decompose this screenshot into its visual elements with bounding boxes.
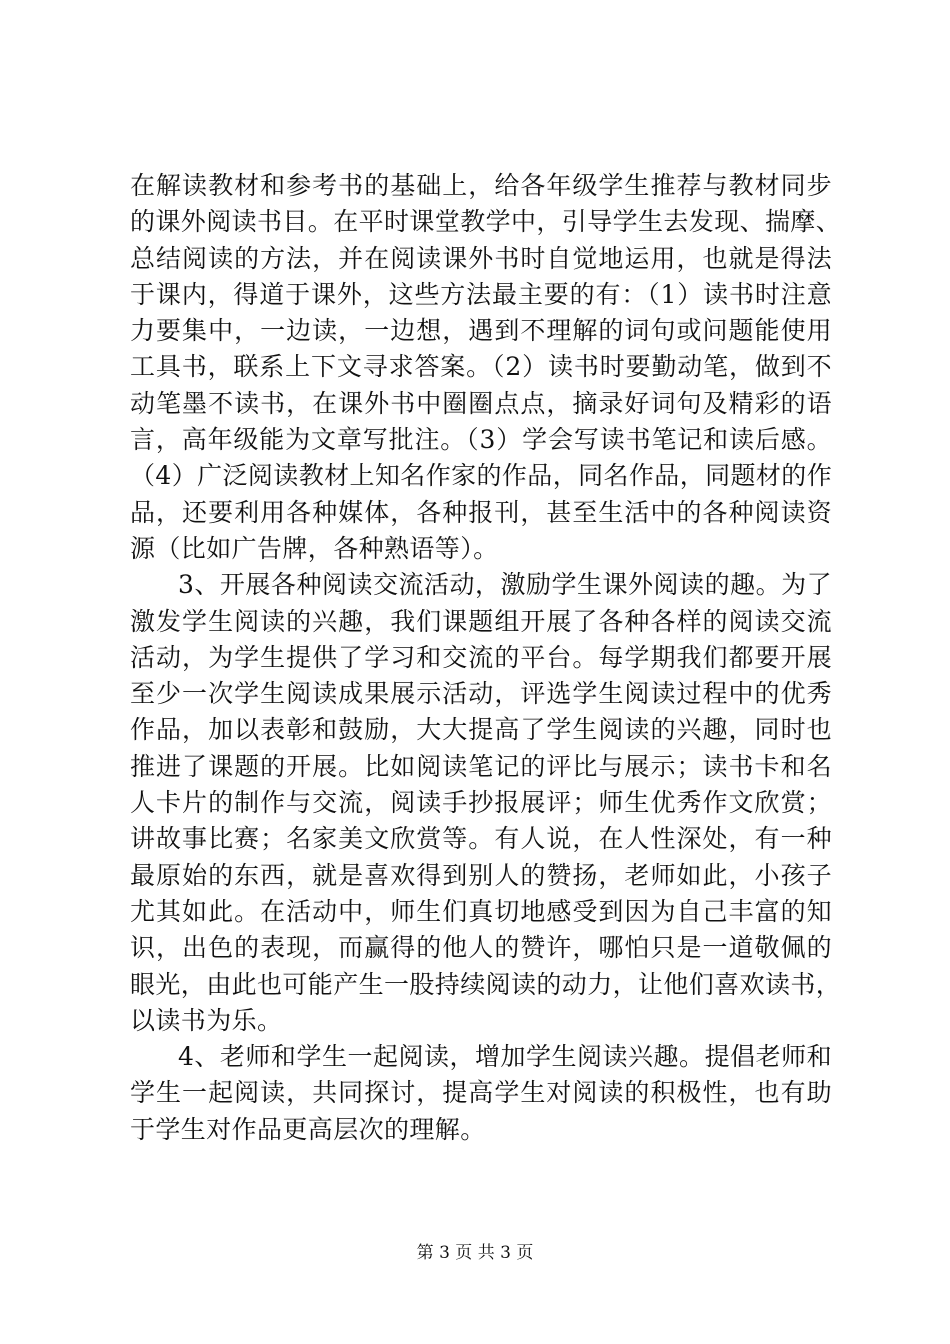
text-line: 尤其如此。在活动中，师生们真切地感受到因为自己丰富的知 bbox=[130, 896, 832, 926]
text-line: 激发学生阅读的兴趣，我们课题组开展了各种各样的阅读交流 bbox=[130, 606, 832, 636]
text-line: 4、老师和学生一起阅读，增加学生阅读兴趣。提倡老师和 bbox=[178, 1042, 832, 1072]
text-line: 动笔墨不读书，在课外书中圈圈点点，摘录好词句及精彩的语 bbox=[130, 388, 832, 418]
text-line: 讲故事比赛；名家美文欣赏等。有人说，在人性深处，有一种 bbox=[130, 824, 832, 854]
text-line: 最原始的东西，就是喜欢得到别人的赞扬，老师如此，小孩子 bbox=[130, 860, 832, 890]
text-line: 至少一次学生阅读成果展示活动，评选学生阅读过程中的优秀 bbox=[130, 679, 832, 709]
text-line: 于学生对作品更高层次的理解。 bbox=[130, 1114, 486, 1144]
text-line: 工具书，联系上下文寻求答案。（2）读书时要勤动笔，做到不 bbox=[130, 352, 832, 382]
text-line: 以读书为乐。 bbox=[130, 1005, 283, 1035]
paragraph-exchange-activities bbox=[130, 567, 842, 1039]
text-line: 识，出色的表现，而赢得的他人的赞许，哪怕只是一道敬佩的 bbox=[130, 933, 832, 963]
text-line: 在解读教材和参考书的基础上，给各年级学生推荐与教材同步 bbox=[130, 171, 832, 200]
text-line: 品，还要利用各种媒体，各种报刊，甚至生活中的各种阅读资 bbox=[130, 497, 832, 527]
text-line: 活动，为学生提供了学习和交流的平台。每学期我们都要开展 bbox=[130, 642, 832, 672]
text-line: 作品，加以表彰和鼓励，大大提高了学生阅读的兴趣，同时也 bbox=[130, 715, 832, 745]
text-line: 言，高年级能为文章写批注。（3）学会写读书笔记和读后感。 bbox=[130, 425, 832, 455]
text-line: 源（比如广告牌，各种熟语等）。 bbox=[130, 533, 499, 563]
text-line: 推进了课题的开展。比如阅读笔记的评比与展示；读书卡和名 bbox=[130, 751, 832, 781]
text-line: 眼光，由此也可能产生一股持续阅读的动力，让他们喜欢读书， bbox=[130, 969, 842, 999]
page-number-footer: 第 3 页 共 3 页 bbox=[416, 1243, 534, 1263]
text-line: 于课内，得道于课外，这些方法最主要的有：（1）读书时注意 bbox=[130, 279, 832, 309]
text-line: 力要集中，一边读，一边想，遇到不理解的词句或问题能使用 bbox=[130, 316, 832, 346]
paragraph-reading-together bbox=[130, 1039, 832, 1148]
text-line: （4）广泛阅读教材上知名作家的作品，同名作品，同题材的作 bbox=[130, 461, 833, 491]
text-line: 总结阅读的方法，并在阅读课外书时自觉地运用，也就是得法 bbox=[130, 243, 832, 273]
body-text bbox=[130, 168, 842, 1148]
text-line: 人卡片的制作与交流，阅读手抄报展评；师生优秀作文欣赏； bbox=[130, 788, 832, 818]
paragraph-reading-methods bbox=[130, 168, 842, 567]
text-line: 的课外阅读书目。在平时课堂教学中，引导学生去发现、揣摩、 bbox=[130, 207, 842, 237]
text-line: 学生一起阅读，共同探讨，提高学生对阅读的积极性，也有助 bbox=[130, 1078, 832, 1108]
text-line: 3、开展各种阅读交流活动，激励学生课外阅读的趣。为了 bbox=[178, 570, 832, 600]
